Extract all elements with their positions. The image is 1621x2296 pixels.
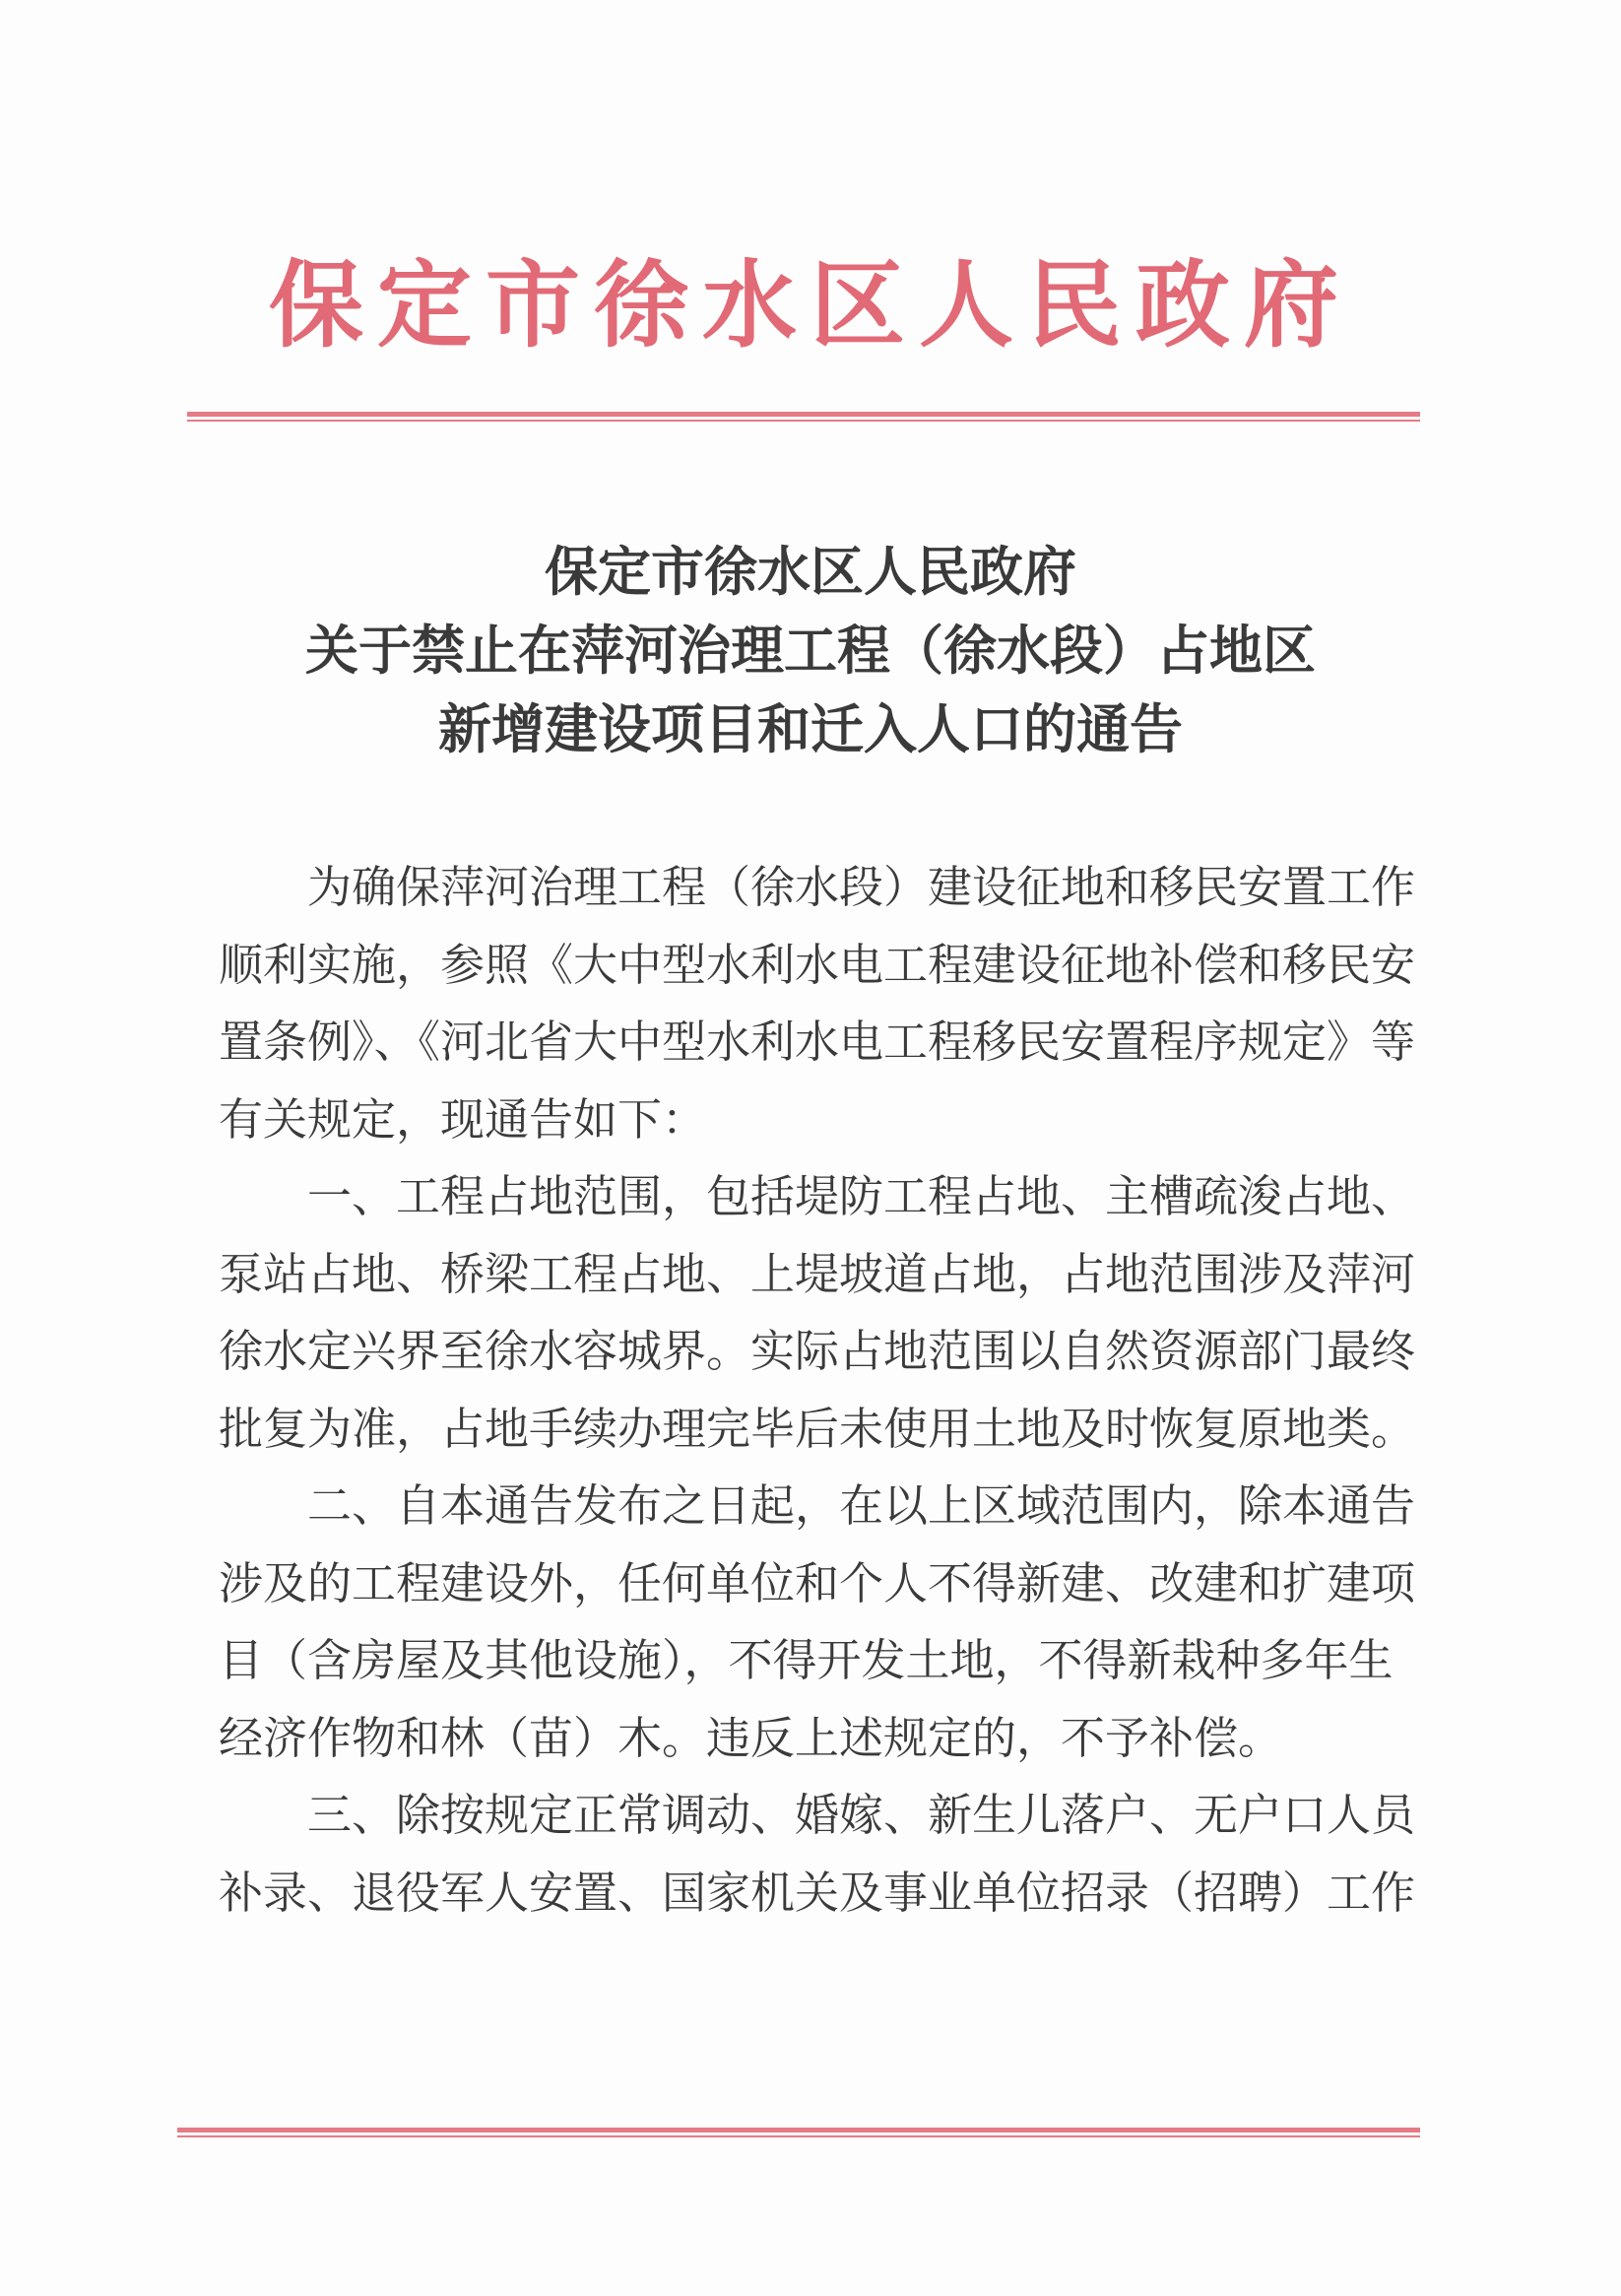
body-line: 置条例》、《河北省大中型水利水电工程移民安置程序规定》等 [219,1016,1416,1068]
body-line: 泵站占地、桥梁工程占地、上堤坡道占地，占地范围涉及萍河 [219,1247,1416,1300]
title-line-2: 关于禁止在萍河治理工程（徐水段）占地区 [305,619,1316,682]
title-line-3: 新增建设项目和迁入人口的通告 [438,697,1183,760]
body-line: 一、工程占地范围，包括堤防工程占地、主槽疏浚占地、 [307,1170,1416,1222]
body-line: 二、自本通告发布之日起，在以上区域范围内，除本通告 [307,1479,1416,1532]
body-line: 三、除按规定正常调动、婚嫁、新生儿落户、无户口人员 [307,1789,1416,1841]
footer-divider [177,2128,1420,2137]
body-line: 徐水定兴界至徐水容城界。实际占地范围以自然资源部门最终 [219,1325,1416,1377]
body-line: 经济作物和林（苗）木。违反上述规定的，不予补偿。 [219,1711,1283,1764]
body-line: 有关规定，现通告如下： [219,1092,707,1146]
title-line-1: 保定市徐水区人民政府 [545,540,1076,603]
body-line: 涉及的工程建设外，任何单位和个人不得新建、改建和扩建项 [219,1556,1416,1609]
body-line: 批复为准，占地手续办理完毕后未使用土地及时恢复原地类。 [219,1402,1416,1455]
body-line: 顺利实施，参照《大中型水利水电工程建设征地补偿和移民安 [219,938,1416,991]
masthead-title: 保定市徐水区人民政府 [269,249,1352,361]
body-line: 目（含房屋及其他设施），不得开发土地，不得新栽种多年生 [219,1634,1394,1686]
body-line: 为确保萍河治理工程（徐水段）建设征地和移民安置工作 [307,861,1416,913]
body-line: 补录、退役军人安置、国家机关及事业单位招录（招聘）工作 [219,1866,1416,1919]
notice-body [219,849,1416,1932]
masthead-divider [187,412,1420,422]
notice-title [0,532,1621,768]
